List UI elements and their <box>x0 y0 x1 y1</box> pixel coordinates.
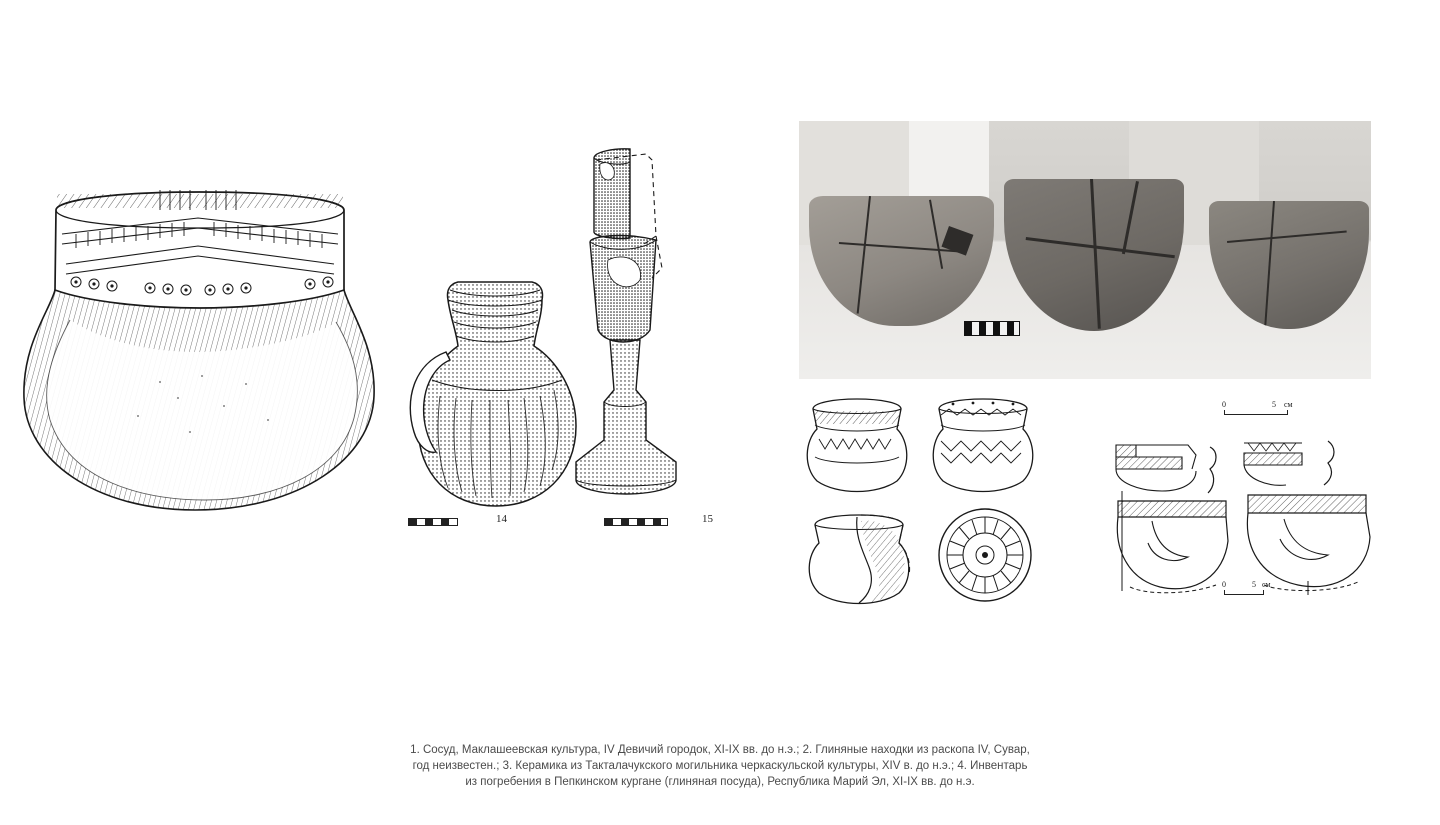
goblet-15 <box>576 149 676 494</box>
pot-photo-1 <box>809 196 994 326</box>
profile-upper-left <box>1116 445 1216 493</box>
figure-number-15: 15 <box>702 513 713 525</box>
panel-taktalachuk-photo <box>799 121 1371 379</box>
ceramic-top-right <box>933 399 1033 492</box>
caption-line-1: 1. Сосуд, Маклашеевская культура, IV Девичий городок, XI-IX вв. до н.э.; 2. Глиняные находки из раскопа IV, Сувар, <box>410 744 1030 756</box>
profile-lower-left <box>1117 491 1228 593</box>
suvar-drawings <box>400 140 780 540</box>
scale-min-label-2: 0 <box>1222 580 1226 589</box>
ceramic-bottom-plan <box>939 509 1031 601</box>
panel-cherkaskul-ceramics <box>805 395 1105 605</box>
panel-pepkino-inventory <box>1110 395 1400 605</box>
profile-drawings <box>1110 395 1400 605</box>
scale-group-profiles <box>1222 580 1312 596</box>
ceramic-bottom-left <box>809 515 909 604</box>
scale-rule-2 <box>1224 590 1264 595</box>
scale-bar-14 <box>408 518 458 526</box>
figure-number-14: 14 <box>496 513 507 525</box>
pot-photo-2 <box>1004 179 1184 331</box>
caption-line-2: год неизвестен.; 3. Керамика из Такталачукского могильника черкаскульской культуры, XIV в. до н.э.; 4. Инвентарь <box>412 760 1028 772</box>
pot-photo-3 <box>1209 201 1369 329</box>
panel-suvar-finds <box>400 140 780 540</box>
scale-bar-15 <box>604 518 668 526</box>
ceramics-drawings <box>805 395 1105 605</box>
panel-vessel-maklasheevka <box>10 170 400 530</box>
jug-14 <box>410 282 576 506</box>
caption-line-3: из погребения в Пепкинском кургане (глиняная посуда), Республика Марий Эл, XI-IX вв. до н.э. <box>465 776 975 788</box>
vessel-1-drawing <box>10 170 400 530</box>
scale-max-label-2: 5 <box>1252 580 1256 589</box>
profile-upper-right <box>1244 441 1334 485</box>
ceramic-top-left <box>807 399 907 492</box>
scale-unit-label: см <box>1284 400 1293 409</box>
scale-max-label: 5 <box>1272 400 1276 409</box>
figure-caption <box>270 742 1170 790</box>
scale-unit-label-2: см <box>1262 580 1271 589</box>
scale-min-label: 0 <box>1222 400 1226 409</box>
photo-scale-bar <box>964 321 1020 336</box>
